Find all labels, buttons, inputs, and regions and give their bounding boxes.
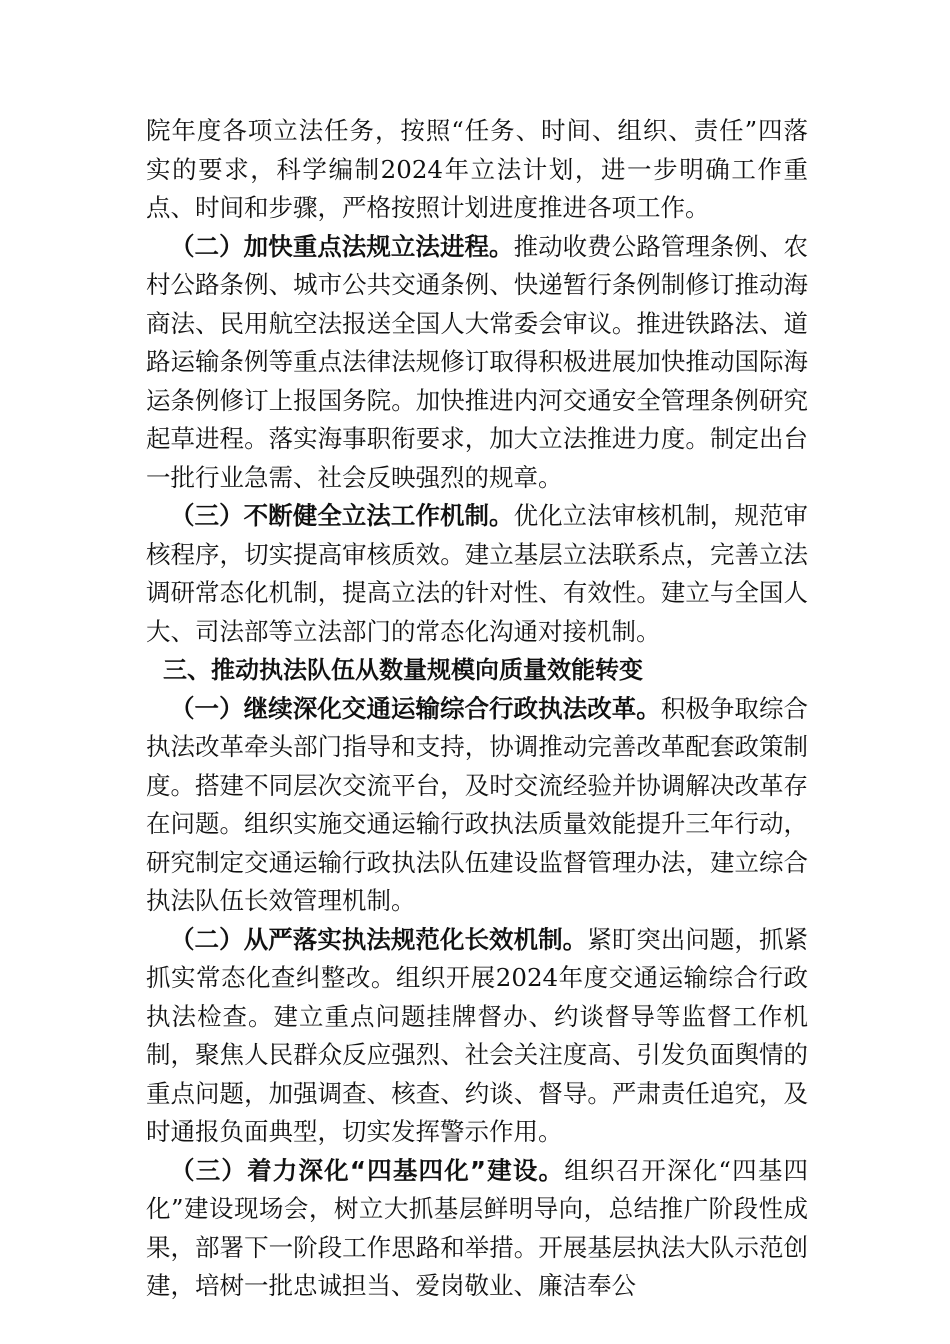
paragraph-text: 推动收费公路管理条例、农村公路条例、城市公共交通条例、快递暂行条例制修订推动海商法、民用航空法报送全国人大常委会审议。推进铁路法、道路运输条例等重点法律法规修订取得积极进展加快推动国际海运条例修订上报国务院。加快推进内河交通安全管理条例研究起草进程。落实海事职衔要求，加大立法推进力度。制定出台一批行业急需、社会反映强烈的规章。 [146,231,809,492]
paragraph-lead: （一）继续深化交通运输综合行政执法改革。 [170,693,661,723]
paragraph-lead: （二）加快重点法规立法进程。 [170,231,514,261]
paragraph-text: 院年度各项立法任务，按照“任务、时间、组织、责任”四落实的要求，科学编制2024年立法计划，进一步明确工作重点、时间和步骤，严格按照计划进度推进各项工作。 [146,116,808,222]
paragraph-enforcement-standardization [146,921,808,1152]
paragraph-text: 积极争取综合执法改革牵头部门指导和支持，协调推动完善改革配套政策制度。搭建不同层次交流平台，及时交流经验并协调解决改革存在问题。组织实施交通运输行政执法质量效能提升三年行动，研究制定交通运输行政执法队伍建设监督管理办法，建立综合执法队伍长效管理机制。 [146,693,809,915]
paragraph-legislative-plan [146,112,808,228]
paragraph-legislative-mechanism [146,497,808,651]
section-heading: 三、推动执法队伍从数量规模向质量效能转变 [163,656,643,684]
paragraph-text: 优化立法审核机制，规范审核程序，切实提高审核质效。建立基层立法联系点，完善立法调研常态化机制，提高立法的针对性、有效性。建立与全国人大、司法部等立法部门的常态化沟通对接机制。 [146,501,809,646]
paragraph-lead: （三）着力深化“四基四化”建设。 [170,1155,565,1185]
paragraph-key-regulations [146,228,808,498]
paragraph-text: 组织召开深化“四基四化”建设现场会，树立大抓基层鲜明导向，总结推广阶段性成果，部署下一阶段工作思路和举措。开展基层执法大队示范创建，培树一批忠诚担当、爱岗敬业、廉洁奉公 [146,1155,809,1300]
paragraph-four-basics [146,1152,808,1306]
document-page [146,112,808,1306]
paragraph-lead: （二）从严落实执法规范化长效机制。 [170,924,588,954]
paragraph-lead: （三）不断健全立法工作机制。 [170,501,514,530]
paragraph-text: 紧盯突出问题，抓紧抓实常态化查纠整改。组织开展2024年度交通运输综合行政执法检查。建立重点问题挂牌督办、约谈督导等监督工作机制，聚焦人民群众反应强烈、社会关注度高、引发负面舆情的重点问题，加强调查、核查、约谈、督导。严肃责任追究，及时通报负面典型，切实发挥警示作用。 [146,924,809,1146]
paragraph-enforcement-reform [146,690,808,921]
